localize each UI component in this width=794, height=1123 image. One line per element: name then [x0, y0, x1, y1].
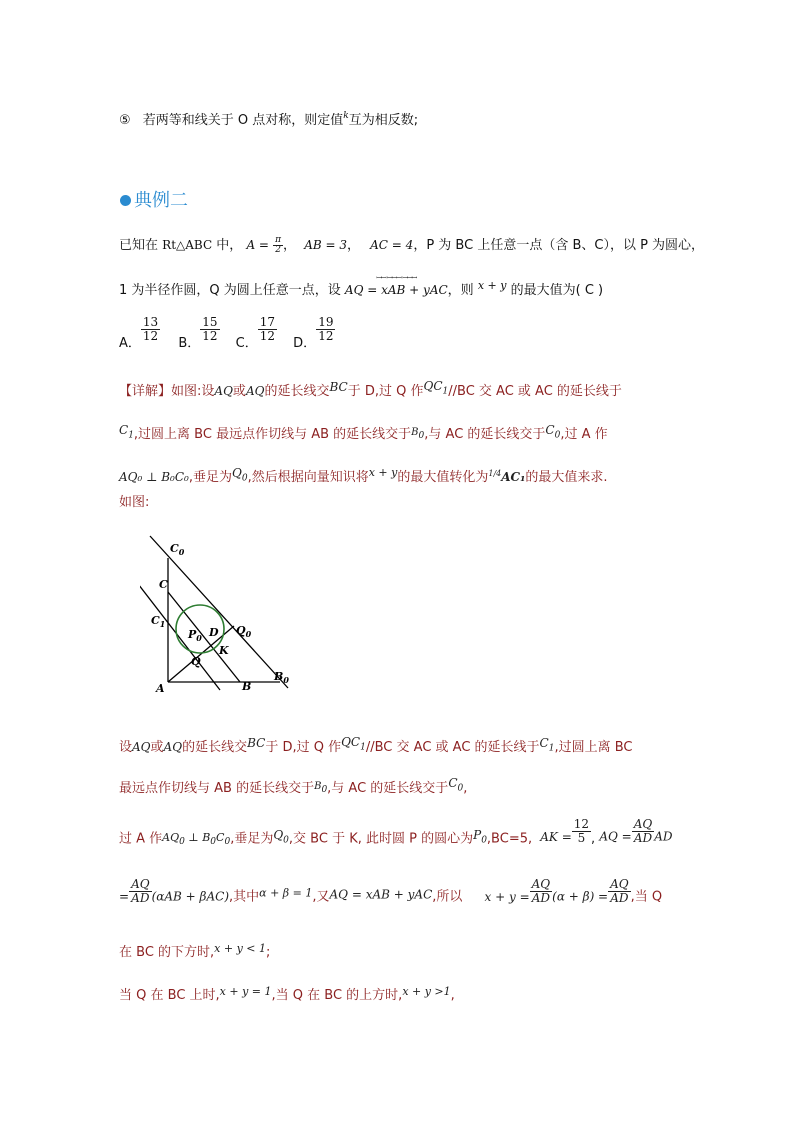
solution-line-4: = $\frac{AQ}{AD}$ (αAB + βAC),其中α + β = 1,又AQ = xAB + yAC,所以 x + y = $\frac{AQ}{AD}$ (α + β) = $\frac{AQ}{AD}$ ,当 Q	[119, 877, 663, 905]
problem-line-2	[119, 274, 604, 298]
problem-text: 的最大值为( C )	[510, 283, 604, 298]
problem-line-1: 已知在 Rt△ABC 中， A = $\frac{\pi}{2}$ ， AB = 3， AC = 4，P 为 BC 上任意一点（含 B、C），以 P 为圆心，	[119, 234, 705, 255]
circled-number: ⑤	[119, 113, 131, 128]
problem-text: 中，	[216, 238, 243, 253]
section-heading	[120, 186, 188, 212]
label-d: D	[209, 626, 219, 639]
fraction-pi-2: $\frac{\pi}{2}$	[275, 234, 282, 255]
solution-line-3: 过 A 作$_{AQ_0 \perp B_0C_0}$,垂足为$Q_0$,交 BC 于 K, 此时圆 P 的圆心为$P_0,BC=5$, AK = $\frac{12}{5}$ , AQ = $\frac{AQ}{AD}$ AD	[119, 817, 673, 847]
label-p0: $P_0$	[188, 628, 202, 643]
math-x-plus-y: x + y	[477, 279, 507, 292]
solution-line-2: 最远点作切线与 AB 的延长线交于$^{B0}$,与 AC 的延长线交于$C_0$,	[119, 776, 468, 796]
option-b[interactable]: B． $\frac{15}{12}$	[178, 315, 218, 351]
item-5-text-a: 若两等和线关于 O 点对称，则定值	[142, 113, 344, 128]
solution-line-5: 在 BC 的下方时,$^{x + y < 1}$;	[119, 942, 271, 960]
label-b: B	[242, 680, 252, 693]
item-5-line	[119, 109, 418, 128]
detail-tag: 【详解】	[119, 384, 172, 399]
option-a[interactable]: A． $\frac{13}{12}$	[119, 315, 159, 351]
label-q: Q	[191, 655, 201, 668]
detail-line-3: AQ₀ ⊥ B₀C₀,垂足为$Q_0$,然后根据向量知识将$^{x + y}$的最大值转化为$^{1/4}$AC₁的最大值来求.	[119, 466, 608, 485]
label-q0: $Q_0$	[236, 624, 252, 639]
bullet-dot-icon	[120, 195, 131, 206]
problem-text: ，P 为 BC 上任意一点（含 B、C），以 P 为圆心，	[413, 238, 705, 253]
options-row	[119, 316, 335, 351]
math-vector-equation: ꟷꟷ ꟷꟷꟷ ꟷꟷꟷ AQ = xAB + yAC	[344, 274, 448, 297]
geometry-figure	[140, 530, 300, 700]
problem-text: 1 为半径作圆，Q 为圆上任意一点，设	[119, 283, 341, 298]
item-5-text-b: 互为相反数;	[348, 113, 419, 128]
label-b0: $B_0$	[274, 670, 289, 685]
section-title: 典例二	[134, 190, 188, 211]
problem-text: ，则	[447, 283, 474, 298]
label-k: K	[219, 644, 229, 657]
detail-line-2: $C_1$,过圆上离 BC 最远点作切线与 AB 的延长线交于$^{B0}$,与 AC 的延长线交于$C_0$,过 A 作	[119, 423, 608, 442]
math-ab-3: AB = 3	[304, 238, 347, 252]
line-c0-b0	[150, 536, 288, 688]
label-c1: $C_1$	[151, 614, 166, 629]
label-c0: $C_0$	[170, 542, 185, 557]
problem-text: 已知在	[119, 238, 159, 253]
label-c: C	[159, 578, 168, 591]
detail-line-1: 【详解】如图:设AQ或AQ的延长线交BC于 D,过 Q 作$QC_1//BC$ 交 AC 或 AC 的延长线于	[119, 379, 622, 399]
math-ac-4: AC = 4	[370, 238, 414, 252]
solution-line-1: 设AQ或AQ的延长线交BC于 D,过 Q 作$QC_1//BC$ 交 AC 或 AC 的延长线于$C_1$,过圆上离 BC	[119, 735, 633, 755]
option-c[interactable]: C． $\frac{17}{12}$	[235, 315, 276, 351]
math-angle-a: A =	[246, 238, 269, 252]
solution-line-6: 当 Q 在 BC 上时,$^{x + y = 1}$,当 Q 在 BC 的上方时,$^{x + y >1}$,	[119, 985, 455, 1003]
detail-line-4: 如图:	[119, 495, 150, 510]
k-symbol: k	[343, 111, 349, 121]
option-d[interactable]: D． $\frac{19}{12}$	[293, 315, 334, 351]
label-a: A	[156, 682, 165, 695]
math-rt-abc: Rt△ABC	[162, 238, 213, 252]
line-c1-parallel	[140, 580, 220, 690]
